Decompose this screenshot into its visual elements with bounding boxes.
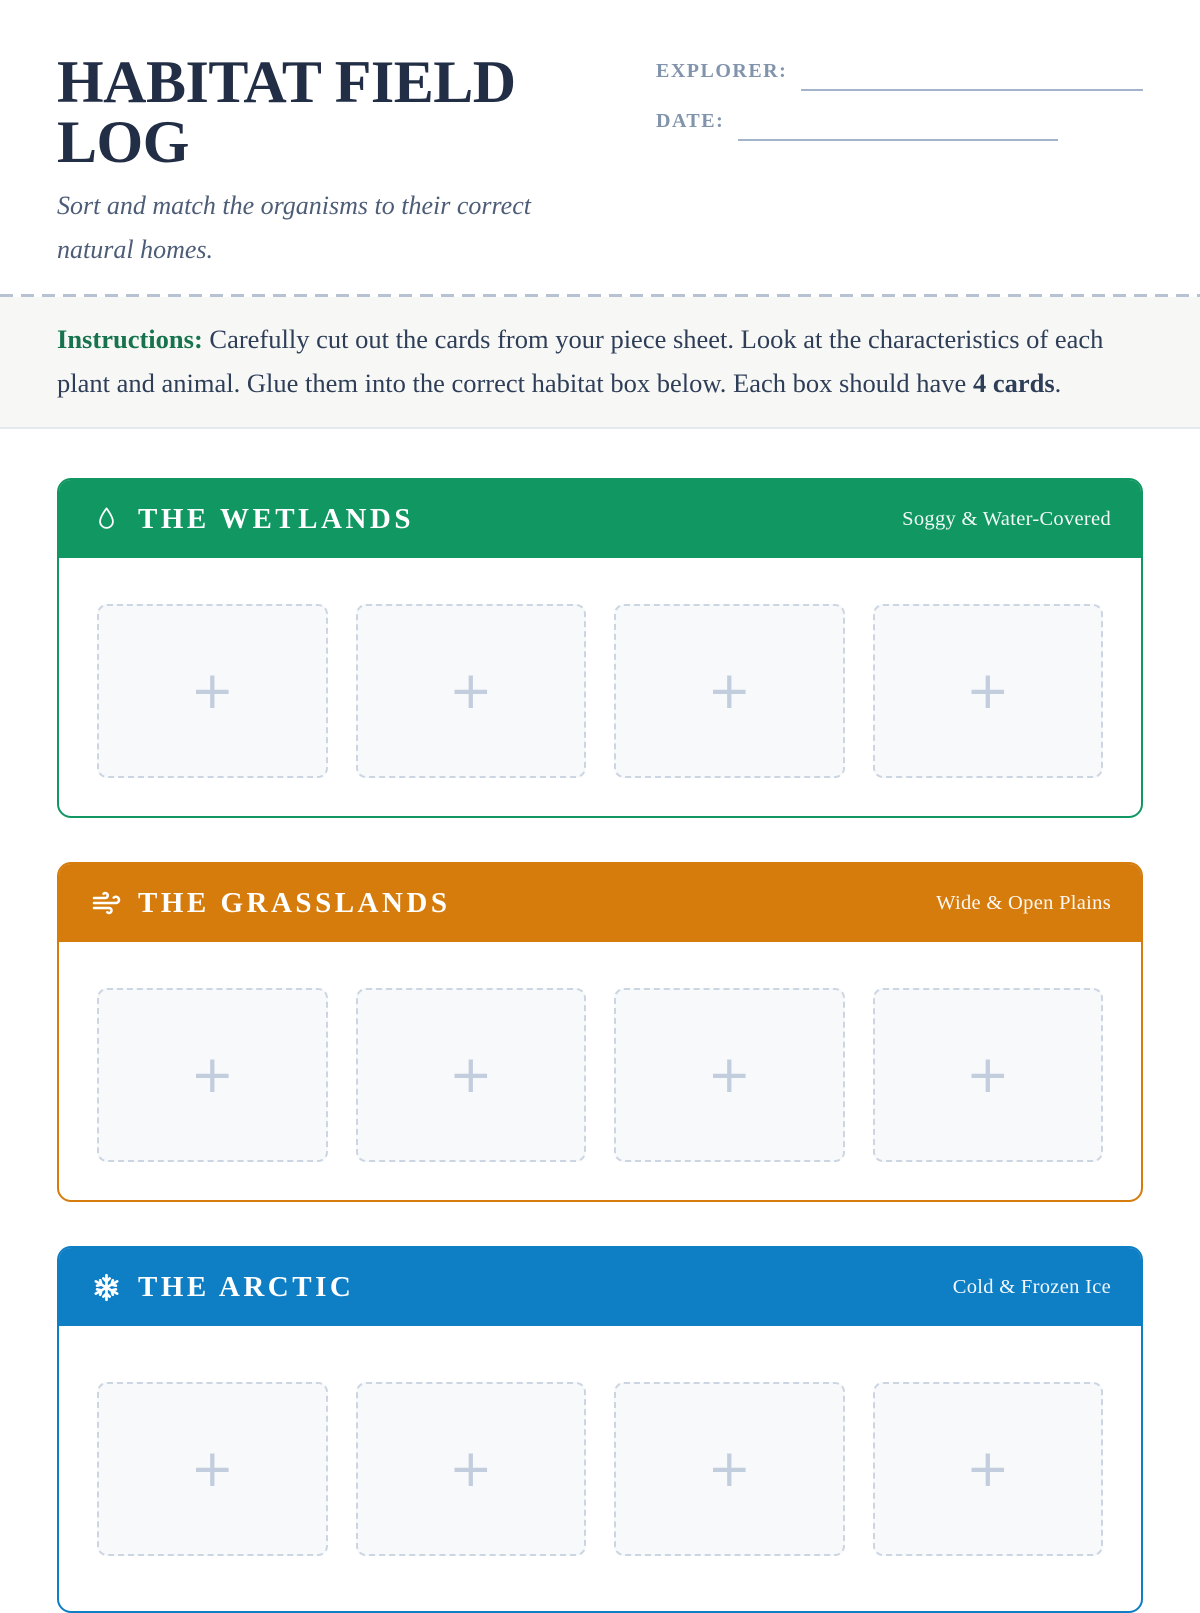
date-label: DATE: (656, 110, 725, 132)
card-slot[interactable] (614, 988, 845, 1162)
habitat-sheet (0, 478, 1200, 1613)
arctic-title: THE ARCTIC (138, 1270, 355, 1303)
snowflake-icon (89, 1272, 123, 1303)
wetlands-slot-grid (59, 558, 1141, 816)
plus-icon: + (707, 1439, 752, 1499)
card-slot[interactable] (614, 1382, 845, 1556)
grasslands-header (59, 864, 1141, 942)
habitat-section-grasslands (57, 862, 1143, 1202)
instructions-body: Carefully cut out the cards from your piece sheet. Look at the characteristics of each plant and animal. Glue them into the correct habitat box below. Each box should have (57, 324, 1104, 398)
card-slot[interactable] (356, 988, 587, 1162)
card-slot[interactable] (873, 1382, 1104, 1556)
name-date-fields (656, 52, 1143, 294)
card-slot[interactable] (614, 604, 845, 778)
plus-icon: + (707, 1045, 752, 1105)
plus-icon: + (965, 1045, 1010, 1105)
plus-icon: + (448, 1045, 493, 1105)
droplet-icon (89, 503, 123, 535)
card-slot[interactable] (356, 604, 587, 778)
plus-icon: + (965, 1439, 1010, 1499)
card-slot[interactable] (97, 1382, 328, 1556)
plus-icon: + (190, 1045, 235, 1105)
arctic-slot-grid (59, 1326, 1141, 1611)
grasslands-tagline: Wide & Open Plains (936, 891, 1111, 914)
arctic-header (59, 1248, 1141, 1326)
card-slot[interactable] (873, 604, 1104, 778)
card-slot[interactable] (873, 988, 1104, 1162)
explorer-write-line[interactable] (801, 81, 1143, 91)
page-header (0, 0, 1200, 294)
grasslands-title: THE GRASSLANDS (138, 886, 451, 919)
card-slot[interactable] (97, 988, 328, 1162)
wetlands-title: THE WETLANDS (138, 502, 414, 535)
date-write-line[interactable] (738, 131, 1058, 141)
explorer-label: EXPLORER: (656, 60, 788, 82)
plus-icon: + (707, 661, 752, 721)
wetlands-header (59, 480, 1141, 558)
plus-icon: + (965, 661, 1010, 721)
plus-icon: + (190, 661, 235, 721)
habitat-section-wetlands (57, 478, 1143, 818)
plus-icon: + (190, 1439, 235, 1499)
instructions-emphasis: 4 cards (972, 368, 1055, 398)
date-field-row (656, 110, 1143, 133)
plus-icon: + (448, 661, 493, 721)
page-title: HABITAT FIELD LOG (57, 49, 516, 175)
instructions-banner (0, 297, 1200, 429)
habitat-section-arctic (57, 1246, 1143, 1613)
explorer-field-row (656, 60, 1143, 83)
arctic-tagline: Cold & Frozen Ice (952, 1275, 1111, 1298)
title-block (57, 49, 656, 294)
instructions-lead: Instructions: (57, 324, 203, 354)
wetlands-tagline: Soggy & Water-Covered (902, 507, 1111, 530)
instructions-suffix: . (1054, 368, 1062, 398)
plus-icon: + (448, 1439, 493, 1499)
wind-icon (89, 888, 123, 918)
grasslands-slot-grid (59, 942, 1141, 1200)
card-slot[interactable] (356, 1382, 587, 1556)
page-subtitle: Sort and match the organisms to their correct natural homes. (57, 191, 531, 264)
card-slot[interactable] (97, 604, 328, 778)
